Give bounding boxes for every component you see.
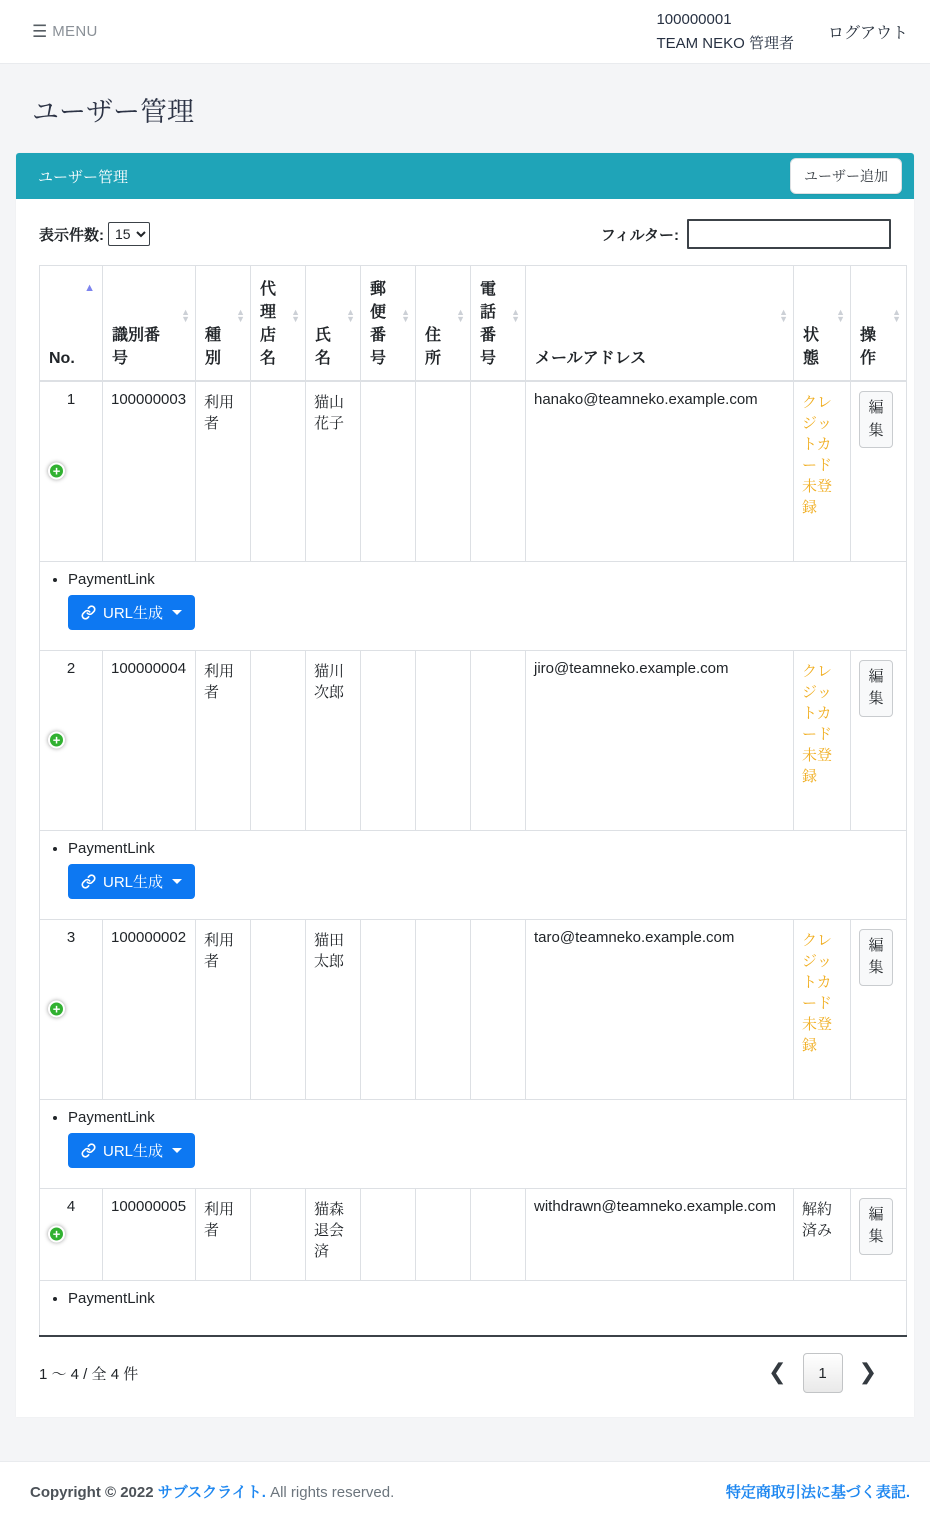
column-header-id[interactable]: 識別番号 ▲ ▼ — [103, 266, 196, 382]
generate-url-button[interactable] — [68, 864, 195, 899]
column-header-no[interactable]: No. ▲ — [40, 266, 103, 382]
cell-postal — [361, 650, 416, 830]
user-management-card — [16, 153, 914, 1417]
status-text: 解約済み — [802, 1200, 833, 1239]
card-title: ユーザー管理 — [38, 168, 129, 186]
table-row — [40, 650, 907, 830]
cell-user-type: 利用者 — [196, 919, 251, 1099]
copyright-prefix: Copyright © 2022 — [30, 1483, 154, 1501]
edit-button[interactable]: 編集 — [859, 1198, 893, 1255]
account-id: 100000001 — [656, 11, 732, 29]
expand-row-icon[interactable]: + — [48, 1226, 65, 1243]
filter-input[interactable] — [687, 219, 891, 249]
cell-address — [416, 381, 471, 561]
caret-down-icon — [172, 1148, 182, 1153]
generate-url-button[interactable] — [68, 595, 195, 630]
cell-phone — [471, 381, 526, 561]
cell-name: 猫川次郎 — [306, 650, 361, 830]
generate-url-button[interactable] — [68, 1133, 195, 1168]
site-footer — [0, 1461, 930, 1520]
records-info: 1 ～ 4 / 全 4 件 — [39, 1365, 139, 1383]
copyright-suffix: All rights reserved. — [270, 1483, 395, 1501]
link-icon — [81, 874, 96, 889]
expand-row-icon[interactable]: + — [48, 732, 65, 749]
column-header-type[interactable]: 種別 ▲ ▼ — [196, 266, 251, 382]
cell-address — [416, 919, 471, 1099]
cell-address — [416, 650, 471, 830]
cell-agency — [251, 381, 306, 561]
generate-url-label: URL生成 — [103, 1142, 164, 1160]
card-header — [16, 153, 914, 199]
page-button-1[interactable]: 1 — [803, 1353, 843, 1393]
cell-user-type: 利用者 — [196, 381, 251, 561]
cell-user-id: 100000004 — [103, 650, 196, 830]
payment-link-row — [40, 1280, 907, 1336]
cell-email: withdrawn@teamneko.example.com — [526, 1188, 794, 1280]
cell-agency — [251, 650, 306, 830]
table-row — [40, 919, 907, 1099]
filter-label: フィルター: — [600, 226, 679, 244]
cell-phone — [471, 919, 526, 1099]
legal-notice-link[interactable]: 特定商取引法に基づく表記. — [725, 1483, 910, 1501]
sort-ascending-icon: ▲ — [84, 282, 95, 294]
cell-user-type: 利用者 — [196, 1188, 251, 1280]
sort-icons: ▲ ▼ — [511, 306, 520, 325]
cell-user-id: 100000005 — [103, 1188, 196, 1280]
add-user-button[interactable]: ユーザー追加 — [790, 158, 902, 194]
user-table — [39, 265, 907, 1337]
top-navbar — [0, 0, 930, 64]
table-row — [40, 381, 907, 561]
payment-link-label: PaymentLink — [68, 839, 155, 857]
cell-postal — [361, 1188, 416, 1280]
sort-icons: ▲ ▼ — [291, 306, 300, 325]
cell-address — [416, 1188, 471, 1280]
cell-phone — [471, 1188, 526, 1280]
cell-name: 猫田太郎 — [306, 919, 361, 1099]
prev-page-icon[interactable]: ❮ — [768, 1360, 787, 1385]
sort-icons: ▲ ▼ — [181, 306, 190, 325]
column-header-status[interactable]: 状態 ▲ ▼ — [794, 266, 851, 382]
sort-icons: ▲ ▼ — [236, 306, 245, 325]
payment-link-label: PaymentLink — [68, 1108, 155, 1126]
cell-email: taro@teamneko.example.com — [526, 919, 794, 1099]
hamburger-icon: ☰ — [32, 22, 48, 41]
sort-icons: ▲ ▼ — [456, 306, 465, 325]
caret-down-icon — [172, 879, 182, 884]
edit-button[interactable]: 編集 — [859, 391, 893, 448]
column-header-address[interactable]: 住所 ▲ ▼ — [416, 266, 471, 382]
sort-icons: ▲ ▼ — [892, 306, 901, 325]
row-number: 1 — [66, 391, 76, 408]
payment-link-label: PaymentLink — [68, 1289, 155, 1307]
page-title: ユーザー管理 — [32, 97, 194, 127]
menu-label: MENU — [52, 23, 98, 40]
column-header-phone[interactable]: 電話番号 ▲ ▼ — [471, 266, 526, 382]
status-link[interactable]: クレジットカード未登録 — [802, 931, 833, 1054]
cell-phone — [471, 650, 526, 830]
payment-link-row — [40, 1099, 907, 1188]
payment-link-label: PaymentLink — [68, 570, 155, 588]
link-icon — [81, 605, 96, 620]
generate-url-label: URL生成 — [103, 604, 164, 622]
cell-user-id: 100000002 — [103, 919, 196, 1099]
generate-url-label: URL生成 — [103, 873, 164, 891]
brand-link[interactable]: サブスクライト. — [157, 1483, 266, 1501]
edit-button[interactable]: 編集 — [859, 929, 893, 986]
column-header-postal[interactable]: 郵便番号 ▲ ▼ — [361, 266, 416, 382]
cell-postal — [361, 381, 416, 561]
next-page-icon[interactable]: ❯ — [858, 1360, 877, 1385]
cell-agency — [251, 919, 306, 1099]
link-icon — [81, 1143, 96, 1158]
logout-link[interactable]: ログアウト — [827, 25, 908, 42]
cell-name: 猫山花子 — [306, 381, 361, 561]
payment-link-row — [40, 830, 907, 919]
page-size-control — [39, 222, 150, 246]
row-number: 4 — [66, 1197, 76, 1215]
pagination — [768, 1353, 891, 1393]
column-header-email[interactable]: メールアドレス ▲ ▼ — [526, 266, 794, 382]
cell-email: jiro@teamneko.example.com — [526, 650, 794, 830]
sort-icons: ▲ ▼ — [779, 306, 788, 325]
column-header-agency[interactable]: 代理店名 ▲ ▼ — [251, 266, 306, 382]
sort-icons: ▲ ▼ — [836, 306, 845, 325]
table-header-row — [40, 266, 907, 382]
status-link[interactable]: クレジットカード未登録 — [802, 394, 833, 516]
expand-row-icon[interactable]: + — [48, 463, 65, 480]
cell-postal — [361, 919, 416, 1099]
cell-name: 猫森退会済 — [306, 1188, 361, 1280]
account-info — [656, 8, 794, 55]
cell-agency — [251, 1188, 306, 1280]
row-number: 2 — [66, 659, 76, 677]
status-link[interactable]: クレジットカード未登録 — [802, 662, 833, 785]
caret-down-icon — [172, 610, 182, 615]
expand-row-icon[interactable]: + — [48, 1001, 65, 1018]
page-size-select[interactable] — [108, 222, 150, 246]
sort-icons: ▲ ▼ — [346, 306, 355, 325]
column-header-name[interactable]: 氏名 ▲ ▼ — [306, 266, 361, 382]
sort-icons: ▲ ▼ — [401, 306, 410, 325]
page-size-label: 表示件数: — [39, 226, 104, 244]
menu-toggle[interactable] — [32, 23, 98, 40]
payment-link-row — [40, 561, 907, 650]
row-number: 3 — [66, 928, 76, 946]
table-row — [40, 1188, 907, 1280]
cell-user-type: 利用者 — [196, 650, 251, 830]
account-name: TEAM NEKO 管理者 — [656, 34, 794, 52]
edit-button[interactable]: 編集 — [859, 660, 893, 717]
column-header-action[interactable]: 操作 ▲ ▼ — [851, 266, 907, 382]
cell-user-id: 100000003 — [103, 381, 196, 561]
cell-email: hanako@teamneko.example.com — [526, 381, 794, 561]
